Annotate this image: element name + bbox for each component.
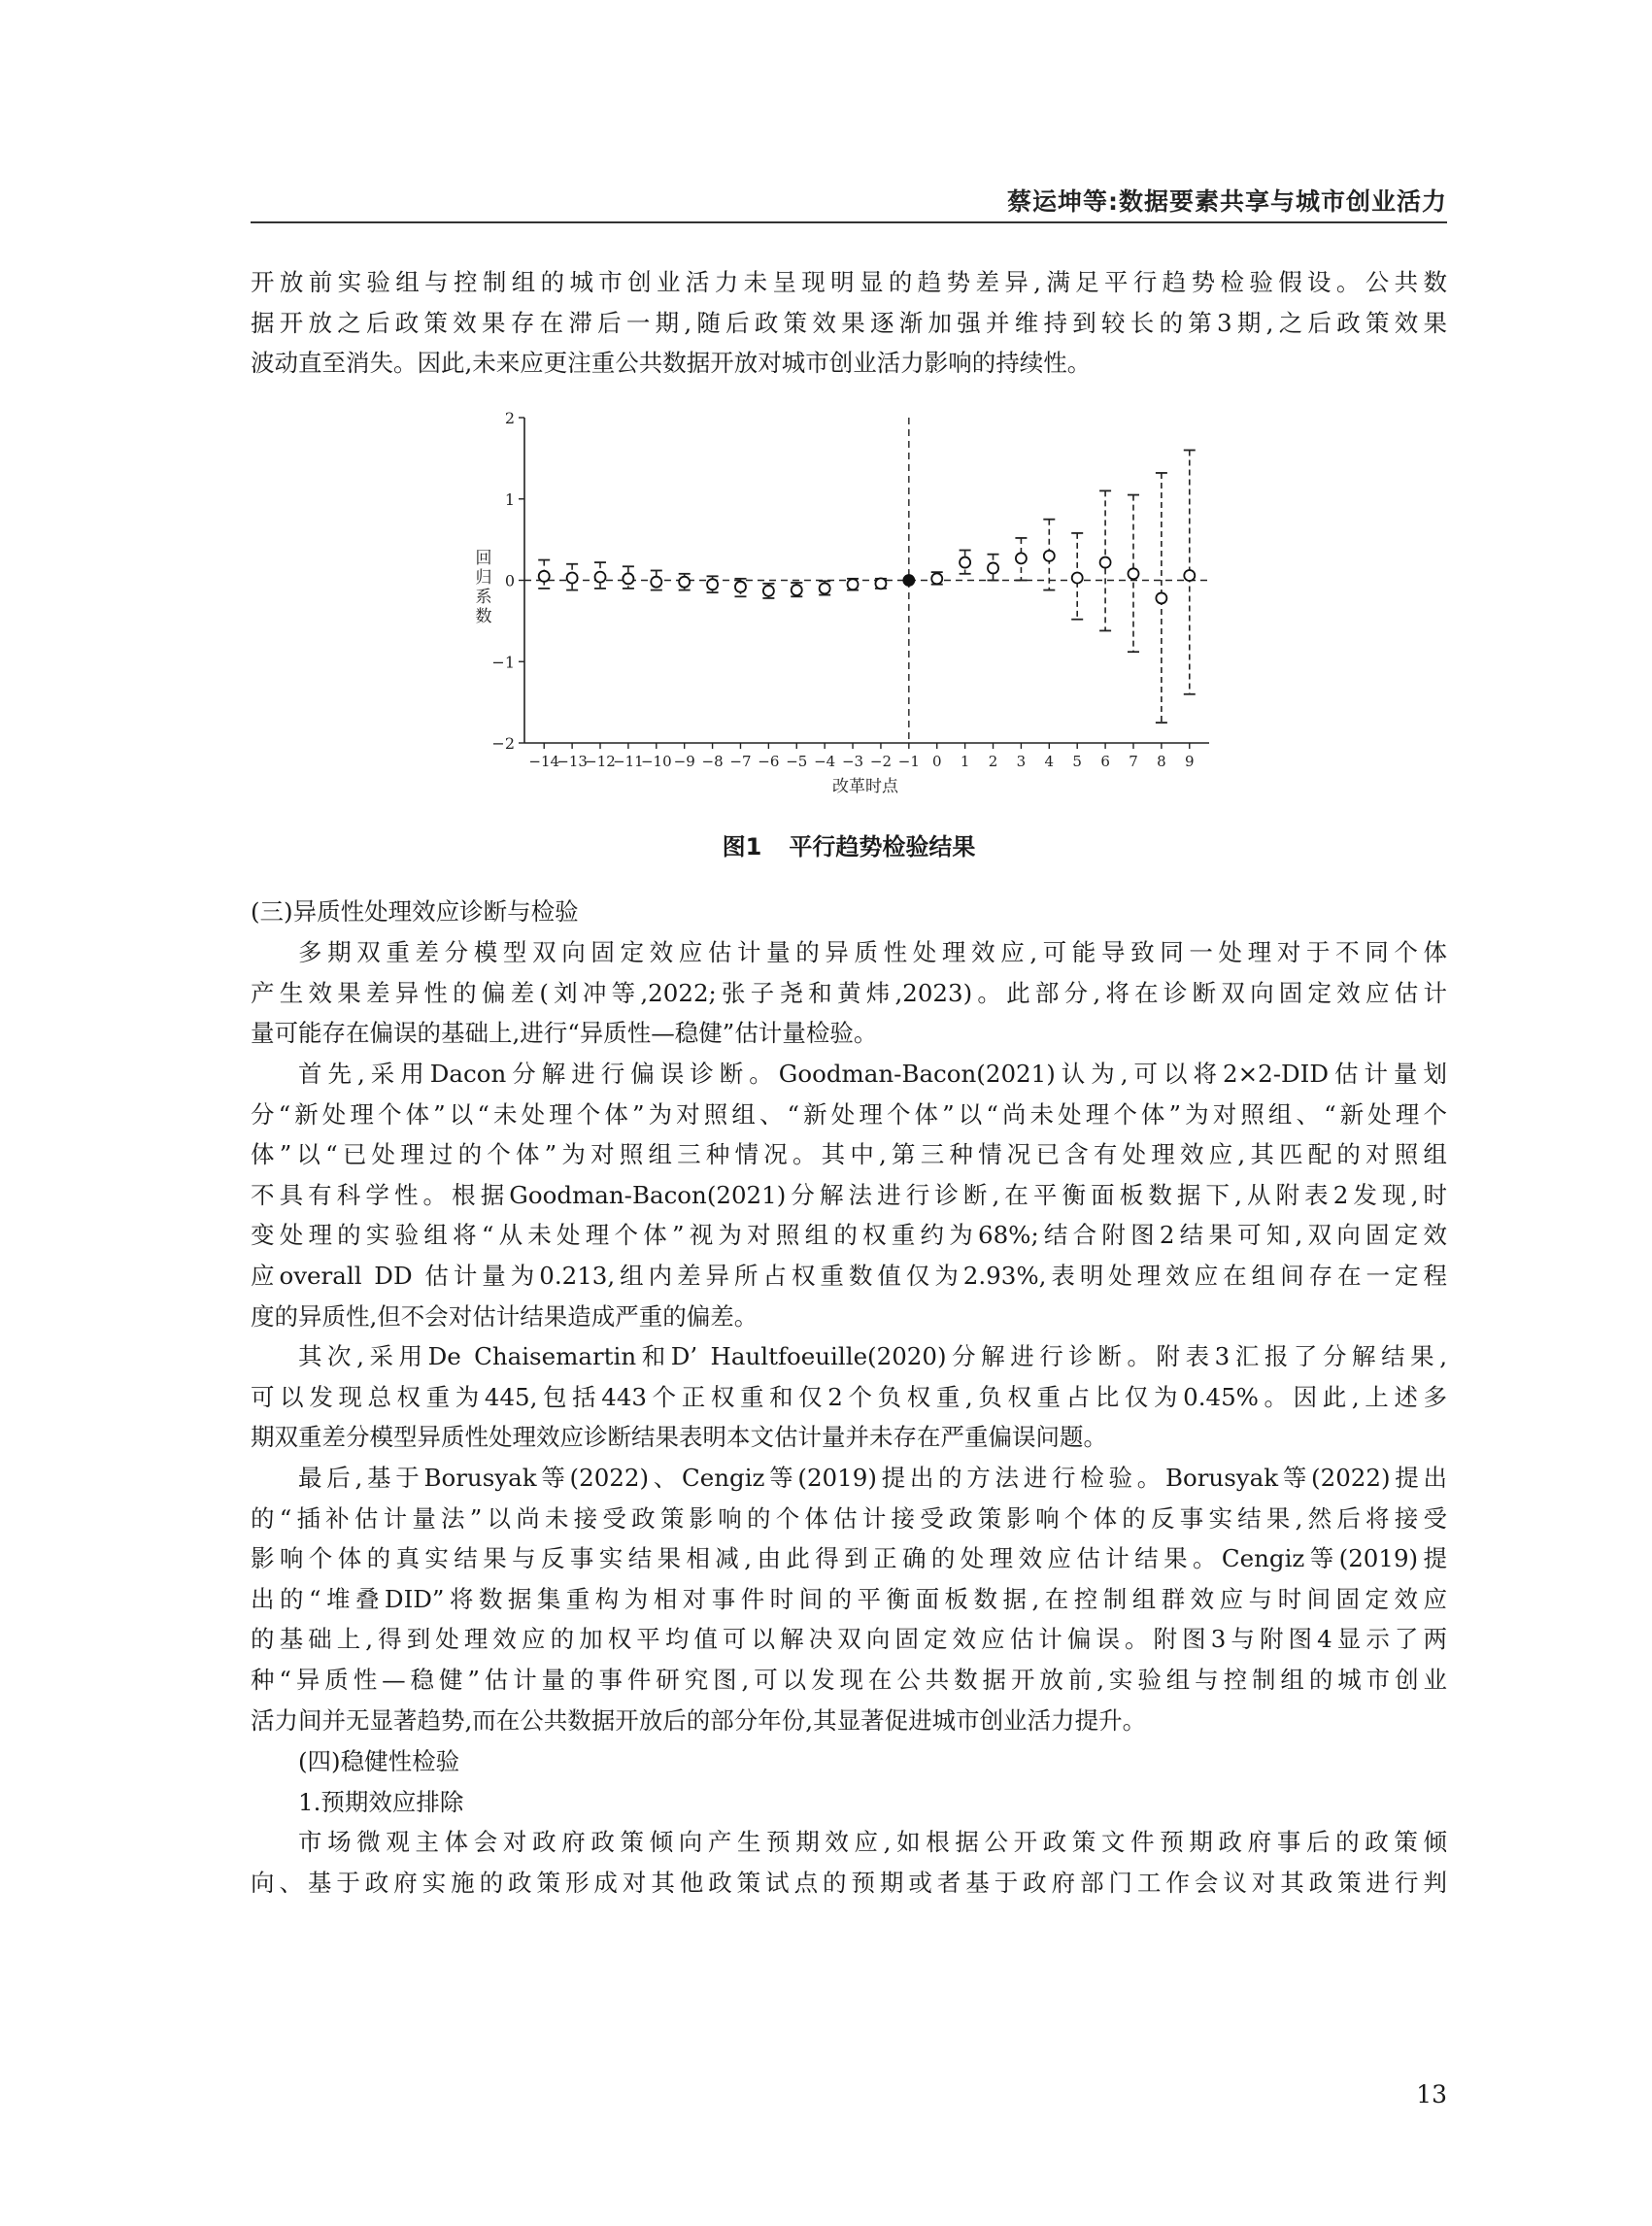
intro-paragraph: [251, 262, 1447, 384]
chart-marks: [524, 418, 1209, 743]
coefficient-point: [875, 578, 886, 589]
x-tick-label: 3: [1016, 753, 1027, 770]
y-tick-label: −2: [491, 734, 515, 753]
x-tick-label: −3: [841, 753, 864, 770]
x-tick-label: 0: [931, 753, 942, 770]
x-tick-label: −14: [528, 753, 560, 770]
coefficient-point: [651, 577, 661, 588]
x-tick-label: −10: [640, 753, 672, 770]
x-tick-label: −6: [758, 753, 780, 770]
x-tick-label: −4: [814, 753, 836, 770]
figure-caption: [251, 827, 1447, 861]
text-line: 的基础上,得到处理效应的加权平均值可以解决双向固定效应估计偏误。附图3与附图4显示了两: [251, 1625, 1447, 1654]
x-tick-label: −2: [869, 753, 893, 770]
y-tick-label: 2: [504, 409, 515, 427]
paragraph-1: [251, 932, 1447, 1054]
text-line: 向、基于政府实施的政策形成对其他政策试点的预期或者基于政府部门工作会议对其政策进行判: [251, 1868, 1447, 1897]
running-header-title: 蔡运坤等:数据要素共享与城市创业活力: [1007, 187, 1447, 216]
subsection-heading-1: 1.预期效应排除: [298, 1788, 464, 1816]
paragraph-4: [251, 1458, 1447, 1740]
x-tick-label: 2: [988, 753, 998, 770]
coefficient-point: [960, 557, 970, 568]
y-tick-label: −1: [491, 653, 515, 672]
text-line: 的“插补估计量法”以尚未接受政策影响的个体估计接受政策影响个体的反事实结果,然后将接受: [251, 1503, 1447, 1533]
text-line: 据开放之后政策效果存在滞后一期,随后政策效果逐渐加强并维持到较长的第3期,之后政策效果: [251, 308, 1447, 337]
text-line: 活力间并无显著趋势,而在公共数据开放后的部分年份,其显著促进城市创业活力提升。: [251, 1705, 1147, 1735]
y-tick-label: 0: [504, 571, 515, 590]
y-tick-label: 1: [504, 489, 515, 509]
x-tick-label: 9: [1185, 753, 1195, 770]
coefficient-point: [848, 579, 859, 590]
text-line: 其次,采用De Chaisemartin和D’ Haultfoeuille(2020)分解进行诊断。附表3汇报了分解结果,: [298, 1342, 1447, 1370]
text-line: 变处理的实验组将“从未处理个体”视为对照组的权重约为68%;结合附图2结果可知,双向固定效: [251, 1221, 1447, 1250]
text-line: 最后,基于Borusyak等(2022)、Cengiz等(2019)提出的方法进行检验。Borusyak等(2022)提出: [298, 1464, 1447, 1492]
y-axis-label-char: 系: [475, 588, 492, 607]
coefficient-point: [1044, 551, 1055, 561]
coefficient-point: [735, 582, 746, 592]
coefficient-point: [567, 572, 578, 583]
coefficient-point: [1100, 557, 1111, 568]
text-line: 量可能存在偏误的基础上,进行“异质性—稳健”估计量检验。: [251, 1019, 878, 1048]
text-line: 分“新处理个体”以“未处理个体”为对照组、“新处理个体”以“尚未处理个体”为对照组、“新处理个: [251, 1099, 1447, 1129]
text-line: 应overall DD 估计量为0.213,组内差异所占权重数值仅为2.93%,表明处理效应在组间存在一定程: [251, 1261, 1447, 1290]
coefficient-point: [792, 585, 802, 595]
x-tick-label: 7: [1129, 753, 1138, 770]
y-axis-label-char: 数: [475, 607, 492, 626]
section-heading-4: (四)稳健性检验: [298, 1747, 460, 1775]
parallel-trend-chart: [456, 408, 1233, 806]
coefficient-point: [1184, 570, 1195, 581]
x-tick-label: −9: [673, 753, 695, 770]
coefficient-point: [903, 575, 914, 586]
x-axis-label: 改革时点: [832, 777, 898, 796]
text-line: 体”以“已处理过的个体”为对照组三种情况。其中,第三种情况已含有处理效应,其匹配的对照组: [251, 1140, 1447, 1169]
coefficient-point: [1156, 592, 1166, 603]
x-tick-label: 5: [1072, 753, 1082, 770]
text-line: 产生效果差异性的偏差(刘冲等,2022;张子尧和黄炜,2023)。此部分,将在诊断双向固定效应估计: [251, 978, 1447, 1007]
coefficient-point: [988, 562, 998, 573]
text-line: 首先,采用Dacon分解进行偏误诊断。Goodman-Bacon(2021)认为,可以将2×2-DID估计量划: [298, 1060, 1447, 1088]
coefficient-point: [931, 573, 942, 584]
coefficient-point: [679, 577, 690, 588]
text-line: 市场微观主体会对政府政策倾向产生预期效应,如根据公开政策文件预期政府事后的政策倾: [298, 1828, 1447, 1856]
x-tick-label: −1: [897, 753, 920, 770]
text-line: 可以发现总权重为445,包括443个正权重和仅2个负权重,负权重占比仅为0.45%。因此,上述多: [251, 1382, 1447, 1411]
page-number: 13: [1416, 2080, 1447, 2108]
figure-caption-text: 平行趋势检验结果: [789, 833, 976, 860]
coefficient-point: [1128, 568, 1138, 579]
text-line: 多期双重差分模型双向固定效应估计量的异质性处理效应,可能导致同一处理对于不同个体: [298, 938, 1447, 966]
text-line: 开放前实验组与控制组的城市创业活力未呈现明显的趋势差异,满足平行趋势检验假设。公共数: [251, 268, 1447, 296]
x-tick-label: −7: [729, 753, 752, 770]
text-line: 影响个体的真实结果与反事实结果相减,由此得到正确的处理效应估计结果。Cengiz等(2019)提: [251, 1544, 1447, 1573]
x-tick-label: 1: [960, 753, 970, 770]
coefficient-point: [707, 579, 718, 590]
x-tick-label: −11: [613, 753, 644, 770]
coefficient-point: [1016, 553, 1027, 563]
running-header: [251, 183, 1447, 223]
section-heading-3: (三)异质性处理效应诊断与检验: [251, 897, 579, 926]
x-tick-label: −5: [786, 753, 808, 770]
x-tick-label: 6: [1100, 753, 1110, 770]
x-tick-label: 8: [1157, 753, 1166, 770]
text-line: 期双重差分模型异质性处理效应诊断结果表明本文估计量并未存在严重偏误问题。: [251, 1423, 1107, 1452]
paragraph-5: [251, 1822, 1447, 1903]
text-line: 种“异质性—稳健”估计量的事件研究图,可以发现在公共数据开放前,实验组与控制组的城市创业: [251, 1665, 1447, 1694]
x-tick-label: −12: [585, 753, 616, 770]
y-axis-label-char: 归: [475, 568, 492, 588]
coefficient-point: [539, 571, 550, 582]
coefficient-point: [595, 572, 606, 583]
text-line: 波动直至消失。因此,未来应更注重公共数据开放对城市创业活力影响的持续性。: [251, 349, 1092, 378]
y-axis-label: [476, 549, 492, 626]
coefficient-point: [623, 573, 633, 584]
x-tick-label: 4: [1044, 753, 1055, 770]
paragraph-3: [251, 1336, 1447, 1458]
coefficient-point: [820, 583, 830, 593]
text-line: 度的异质性,但不会对估计结果造成严重的偏差。: [251, 1301, 759, 1331]
coefficient-point: [1072, 572, 1083, 583]
text-line: 出的“堆叠DID”将数据集重构为相对事件时间的平衡面板数据,在控制组群效应与时间固定效应: [251, 1584, 1447, 1613]
paragraph-2: [251, 1054, 1447, 1336]
figure-caption-label: 图1: [722, 833, 762, 860]
text-line: 不具有科学性。根据Goodman-Bacon(2021)分解法进行诊断,在平衡面板数据下,从附表2发现,时: [251, 1180, 1447, 1209]
x-tick-label: −13: [556, 753, 588, 770]
y-axis-label-char: 回: [475, 549, 492, 568]
coefficient-point: [763, 586, 774, 596]
x-tick-label: −8: [701, 753, 724, 770]
